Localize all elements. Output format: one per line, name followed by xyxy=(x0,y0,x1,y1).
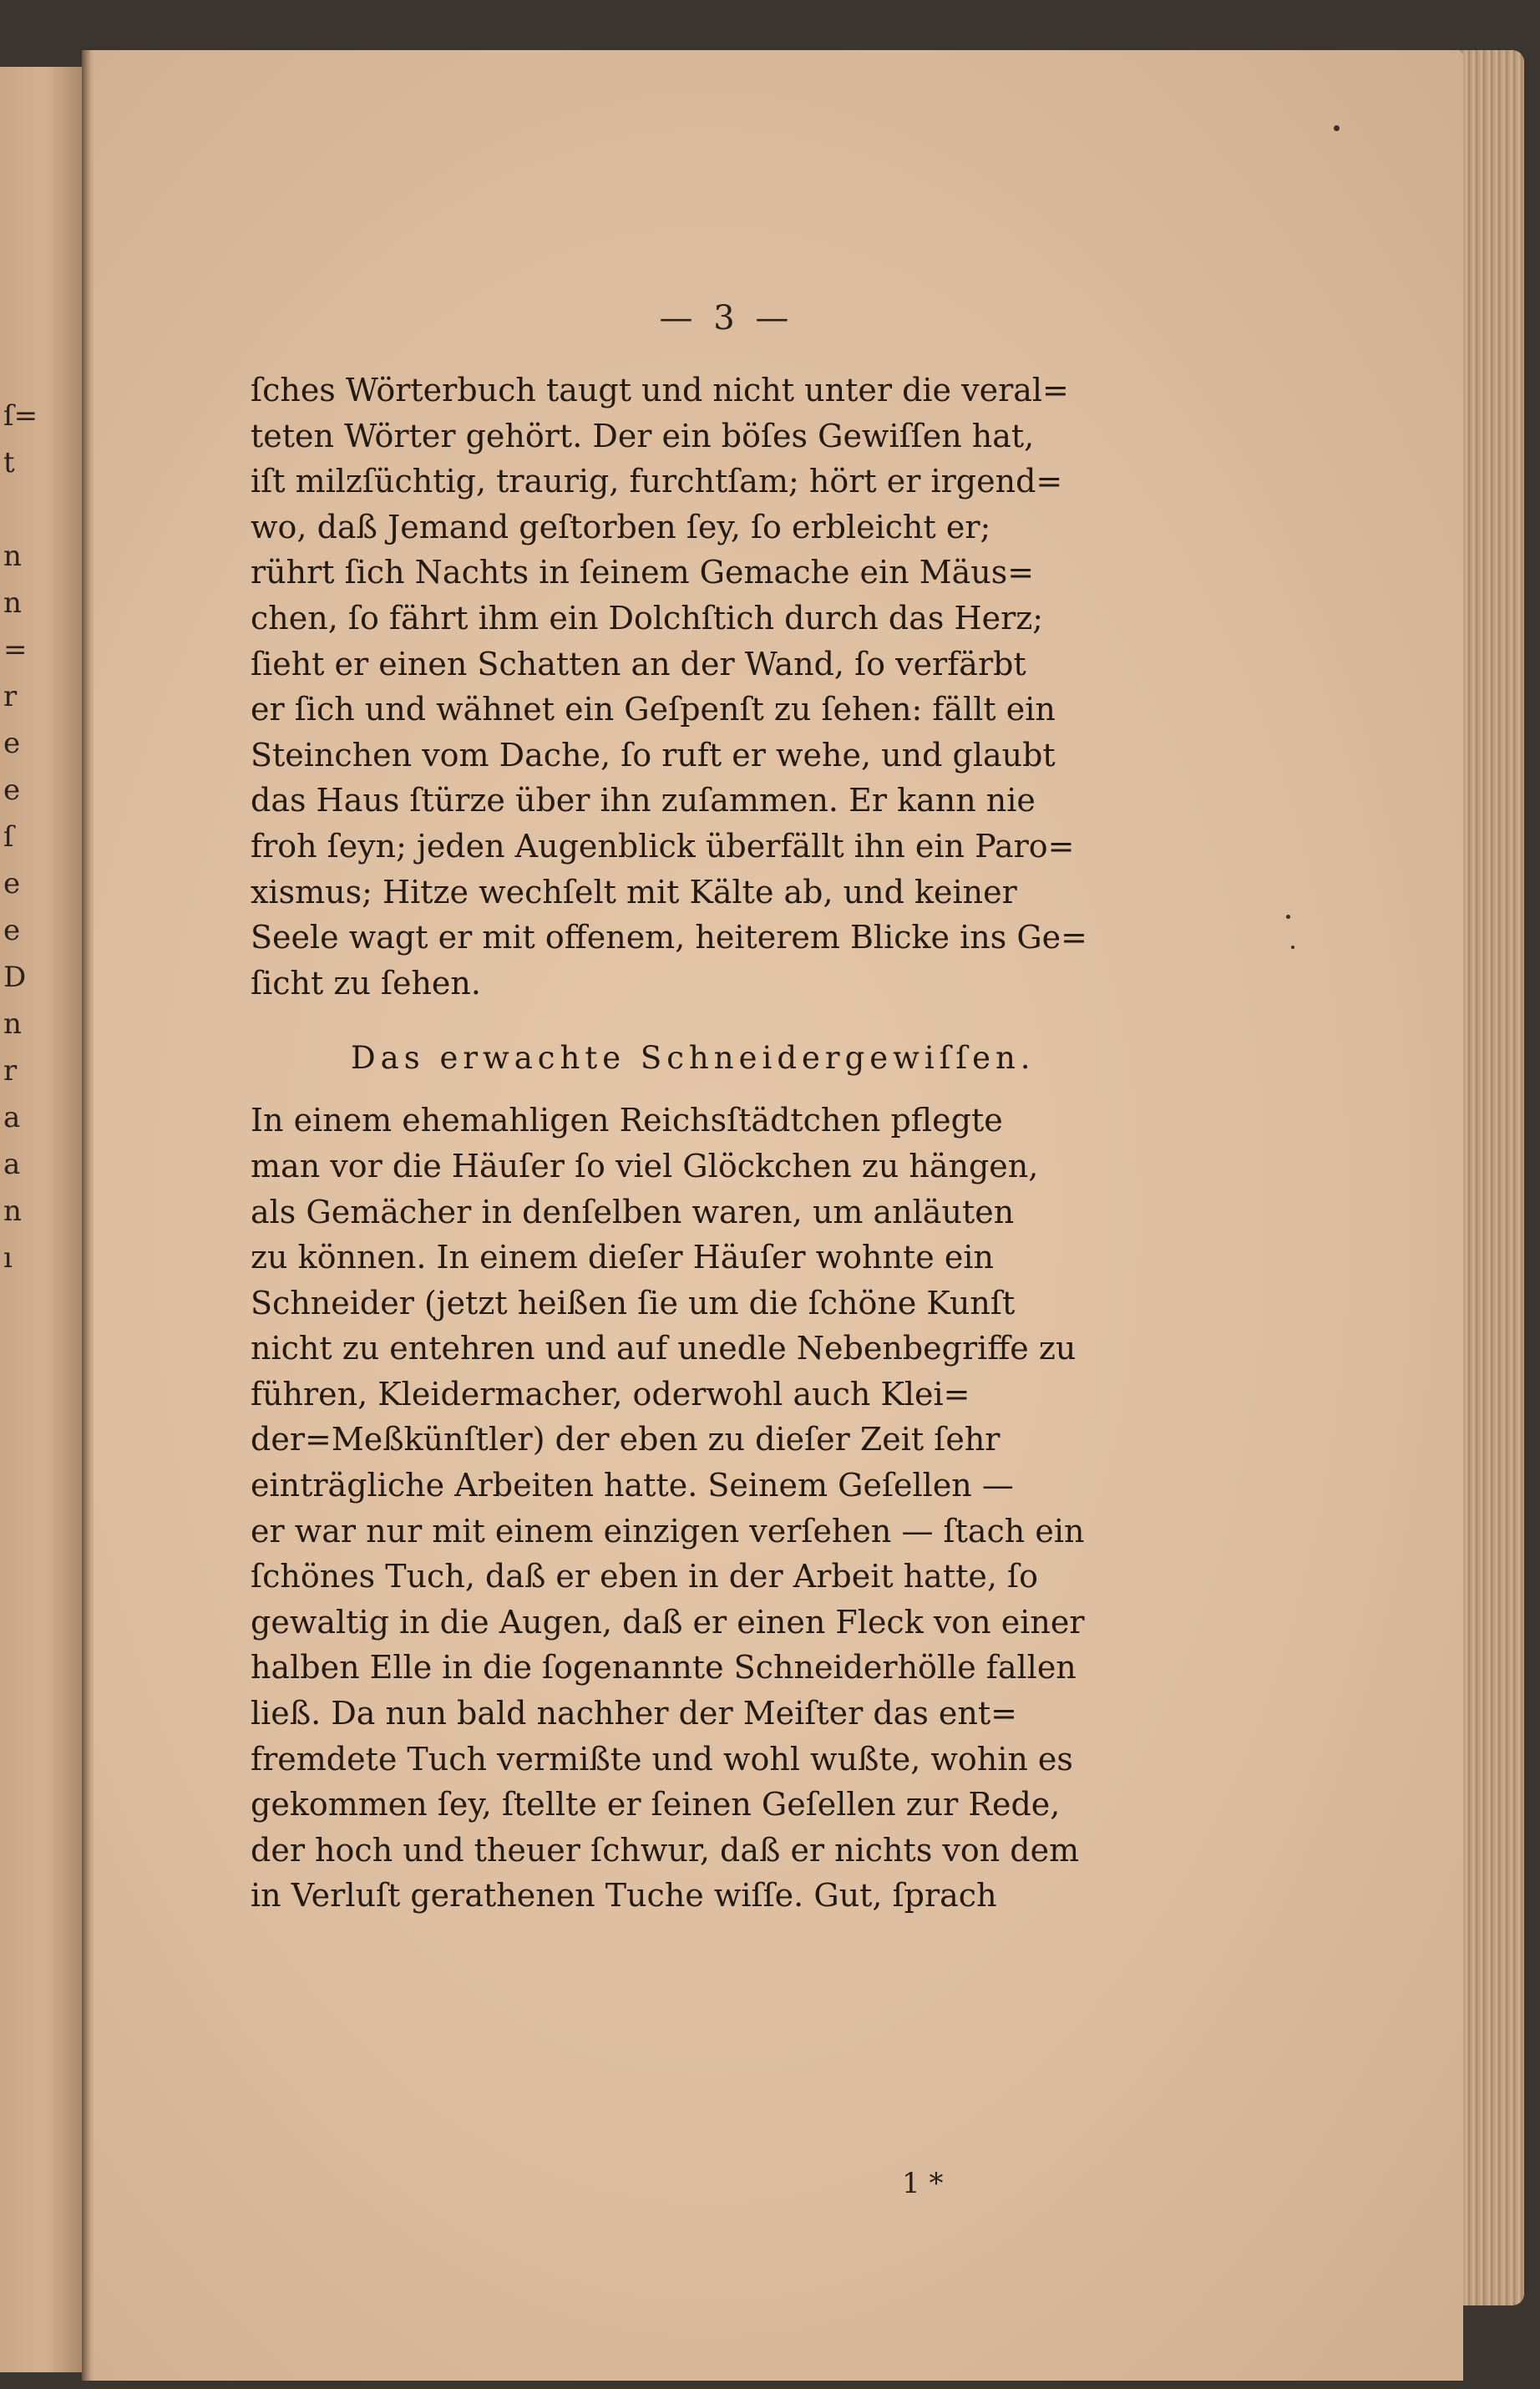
text-line: ſieht er einen Schatten an der Wand, ſo verfärbt xyxy=(251,645,1026,682)
page-number: — 3 — xyxy=(659,299,794,337)
text-line: einträgliche Arbeiten hatte. Seinem Geſellen — xyxy=(251,1467,1014,1504)
text-line: ſicht zu ſehen. xyxy=(251,964,481,1002)
left-page-fragment: e xyxy=(3,727,21,760)
left-page-fragment xyxy=(3,486,37,533)
left-page-fragment: t xyxy=(3,446,15,479)
text-line: ſches Wörterbuch taugt und nicht unter die veral= xyxy=(251,372,1069,408)
ink-spot xyxy=(1291,946,1294,949)
text-line: ließ. Da nun bald nachher der Meiſter das ent= xyxy=(251,1695,1017,1732)
left-page-fragment: n xyxy=(3,1007,22,1041)
paragraph-1 xyxy=(251,368,1203,1006)
text-line: halben Elle in die ſogenannte Schneiderhölle fallen xyxy=(251,1649,1076,1687)
section-heading: Das erwachte Schneidergewiſſen. xyxy=(351,1040,1036,1077)
text-line: wo, daß Jemand geſtorben ſey, ſo erbleicht er; xyxy=(251,508,991,545)
paragraph-2 xyxy=(251,1098,1203,1919)
left-page-fragment: e xyxy=(3,914,21,947)
left-page-fragment: r xyxy=(3,1054,18,1088)
left-page-fragment: r xyxy=(3,680,18,713)
left-page-fragment: ſ= xyxy=(3,399,38,433)
left-page-fragment: n xyxy=(3,540,22,573)
printer-signature: 1 * xyxy=(902,2167,944,2200)
page-body xyxy=(251,368,1203,1919)
ink-spot xyxy=(1286,915,1290,919)
text-line: gekommen ſey, ſtellte er ſeinen Geſellen zur Rede, xyxy=(251,1786,1061,1823)
text-line: gewaltig in die Augen, daß er einen Fleck von einer xyxy=(251,1603,1085,1641)
left-page-fragment: e xyxy=(3,867,21,900)
left-page-fragment: n xyxy=(3,586,22,620)
text-line: chen, ſo fährt ihm ein Dolchſtich durch das Herz; xyxy=(251,599,1044,637)
text-line: ſchönes Tuch, daß er eben in der Arbeit hatte, ſo xyxy=(251,1558,1038,1595)
left-page-fragment: e xyxy=(3,774,21,807)
left-page-fragment: n xyxy=(3,1194,22,1228)
left-page-fragment: ſ xyxy=(3,820,14,854)
text-line: zu können. In einem dieſer Häuſer wohnte ein xyxy=(251,1239,994,1276)
left-page-fragment: a xyxy=(3,1148,21,1181)
text-line: iſt milzſüchtig, traurig, furchtſam; hört er irgend= xyxy=(251,463,1063,500)
text-line: in Verluſt gerathenen Tuche wiſſe. Gut, ſprach xyxy=(251,1877,997,1915)
text-line: er war nur mit einem einzigen verſehen — ſtach ein xyxy=(251,1512,1085,1550)
text-line: der hoch und theuer ſchwur, daß er nichts von dem xyxy=(251,1831,1080,1869)
text-line: In einem ehemahligen Reichsſtädtchen pflegte xyxy=(251,1102,1003,1139)
text-line: fremdete Tuch vermißte und wohl wußte, wohin es xyxy=(251,1740,1073,1778)
text-line: xismus; Hitze wechſelt mit Kälte ab, und keiner xyxy=(251,873,1017,910)
left-page-fragment: a xyxy=(3,1101,21,1134)
text-line: das Haus ſtürze über ihn zuſammen. Er kann nie xyxy=(251,782,1036,819)
text-line: man vor die Häuſer ſo viel Glöckchen zu hängen, xyxy=(251,1147,1039,1184)
left-page-edge xyxy=(0,67,85,2372)
book-spread xyxy=(0,17,1540,2389)
text-line: rührt ſich Nachts in ſeinem Gemache ein Mäus= xyxy=(251,554,1035,591)
text-line: nicht zu entehren und auf unedle Nebenbegriffe zu xyxy=(251,1330,1076,1367)
left-page-fragments xyxy=(3,393,37,1281)
left-page-fragment: = xyxy=(3,633,28,667)
text-line: teten Wörter gehört. Der ein böſes Gewiſſen hat, xyxy=(251,417,1035,454)
text-line: Schneider (jetzt heißen ſie um die ſchöne Kunſt xyxy=(251,1284,1016,1321)
text-line: als Gemächer in denſelben waren, um anläuten xyxy=(251,1193,1015,1230)
ink-spot xyxy=(1334,125,1340,131)
text-line: der=Meßkünſtler) der eben zu dieſer Zeit ſehr xyxy=(251,1421,1000,1458)
text-line: Seele wagt er mit offenem, heiterem Blicke ins Ge= xyxy=(251,919,1088,956)
left-page-fragment: D xyxy=(3,961,27,994)
text-line: Steinchen vom Dache, ſo ruft er wehe, und glaubt xyxy=(251,736,1056,774)
text-line: führen, Kleidermacher, oderwohl auch Klei= xyxy=(251,1375,970,1413)
left-page-fragment: ı xyxy=(3,1241,13,1275)
text-line: froh ſeyn; jeden Augenblick überfällt ihn ein Paro= xyxy=(251,827,1075,865)
text-line: er ſich und wähnet ein Geſpenſt zu ſehen: fällt ein xyxy=(251,691,1056,728)
